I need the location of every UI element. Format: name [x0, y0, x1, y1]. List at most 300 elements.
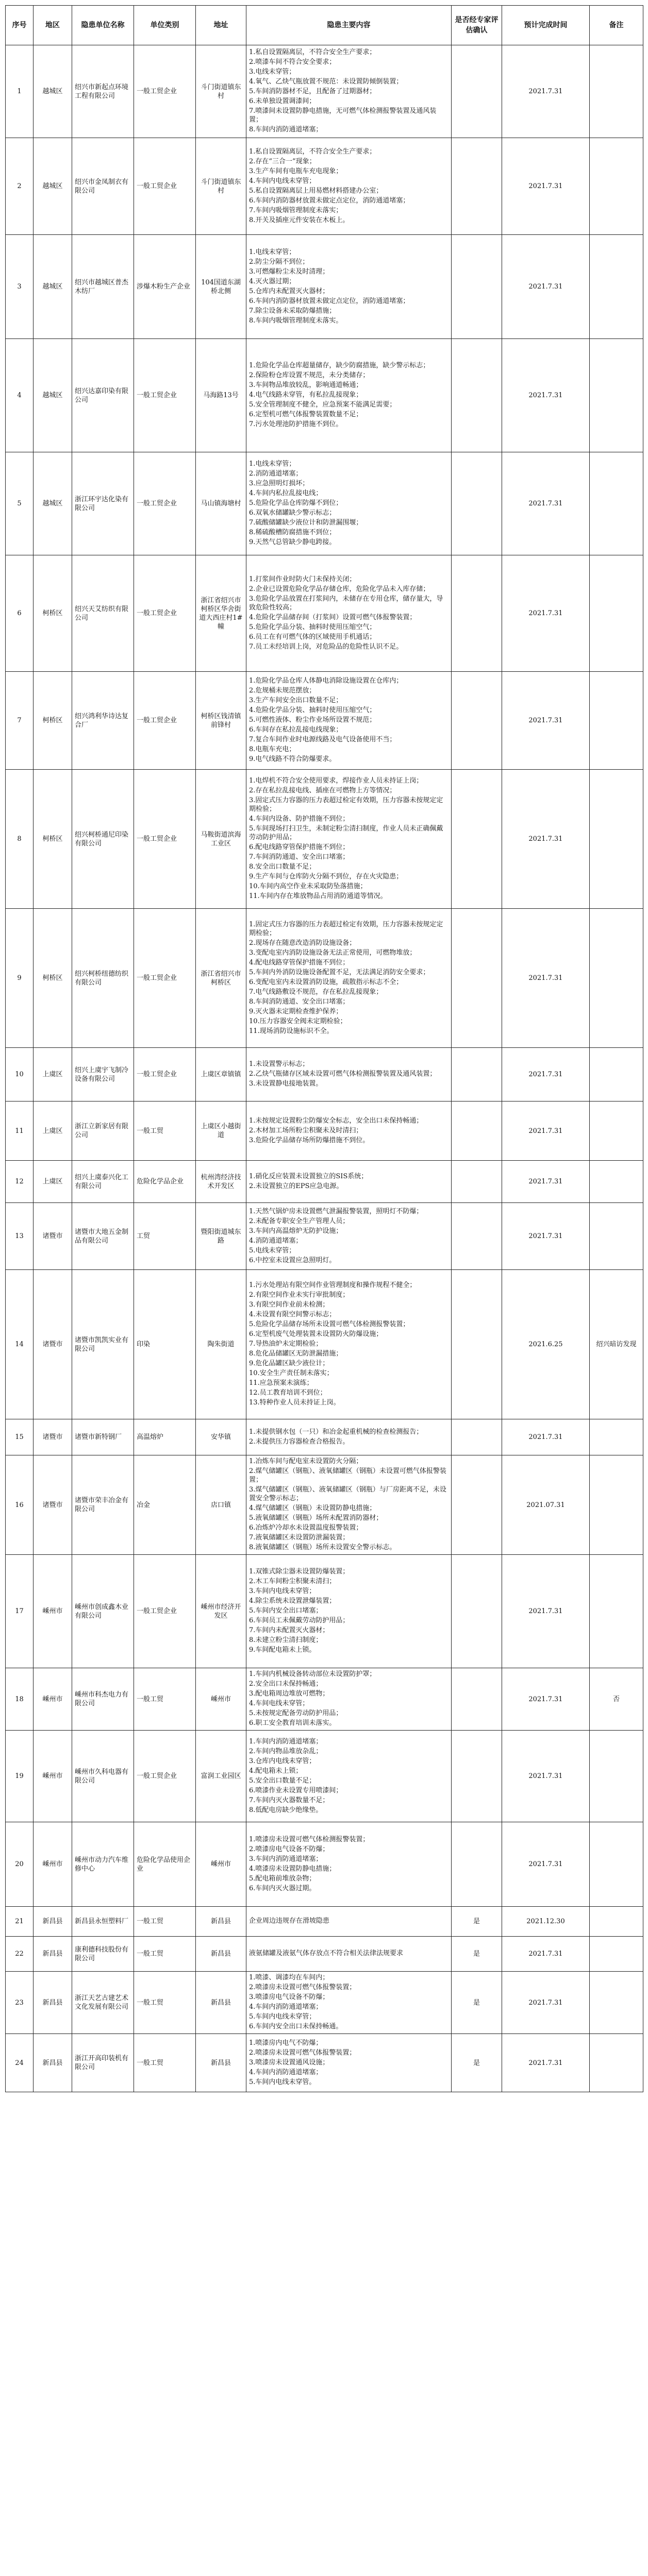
cell-remark: 否 — [590, 1668, 643, 1731]
cell-completion: 2021.7.31 — [502, 1937, 590, 1972]
col-header-completion: 预计完成时间 — [502, 6, 590, 45]
cell-completion: 2021.7.31 — [502, 555, 590, 672]
cell-issues — [246, 1270, 452, 1419]
issue-item: 2.未提供压力容器检查合格报告。 — [249, 1437, 350, 1446]
issue-item: 4.煤气储罐区（钢瓶）未设置防静电措施； — [249, 1504, 376, 1512]
issue-item: 9.天然气总管缺少静电跨接。 — [249, 538, 336, 546]
cell-completion: 2021.7.31 — [502, 452, 590, 555]
issue-item: 5.危险化学品仓库防爆不到位； — [249, 499, 343, 507]
issue-item: 8.车间消防通道、安全出口堵塞； — [249, 997, 350, 1006]
issue-item: 1.污水处理站有限空间作业管理制度和操作规程不健全； — [249, 1281, 417, 1289]
issue-item: 7.车间消防通道、安全出口堵塞； — [249, 853, 350, 861]
cell-completion: 2021.7.31 — [502, 138, 590, 235]
cell-issues — [246, 1455, 452, 1555]
cell-remark — [590, 1203, 643, 1270]
cell-no: 19 — [6, 1731, 34, 1822]
issue-item: 8.安全出口数量不足； — [249, 863, 316, 871]
cell-expert — [452, 555, 502, 672]
cell-unit: 绍兴上虞泰兴化工有限公司 — [72, 1161, 134, 1203]
issue-item: 1.天然气锅炉房未设置燃气泄漏报警装置，照明灯不防爆； — [249, 1207, 423, 1215]
cell-category: 一般工贸 — [134, 1668, 196, 1731]
cell-completion: 2021.7.31 — [502, 672, 590, 770]
cell-completion: 2021.7.31 — [502, 909, 590, 1048]
cell-region: 新昌县 — [34, 1972, 72, 2034]
issue-item: 2.未设置独立的EPS应急电源。 — [249, 1182, 343, 1190]
issue-item: 7.液氧储罐区未设置防泄漏装置； — [249, 1534, 350, 1541]
issue-item: 3.煤气储罐区（钢瓶）、液氧储罐区（钢瓶）与厂房距离不足，未设置安全警示标志； — [249, 1486, 446, 1502]
issue-item: 6.员工在有可燃气体的区域使用手机通话； — [249, 633, 376, 641]
table-row — [6, 45, 643, 138]
issue-item: 6.车间内灭火器过期。 — [249, 1884, 316, 1892]
issue-item: 1.私自设置隔离层，不符合安全生产要求； — [249, 48, 376, 56]
cell-expert — [452, 770, 502, 909]
cell-category: 危险化学品企业 — [134, 1161, 196, 1203]
issue-item: 5.车间内外消防设施设备配置不足，无法满足消防安全要求； — [249, 968, 430, 976]
cell-region: 柯桥区 — [34, 555, 72, 672]
cell-issues — [246, 555, 452, 672]
issue-item: 7.污水处理池防护措施不到位。 — [249, 420, 343, 428]
issue-item: 2.现场存在随意改造消防设施设备； — [249, 939, 356, 947]
issue-item: 8.开关及插座元件安装在木板上。 — [249, 216, 350, 224]
cell-issues — [246, 138, 452, 235]
cell-region: 上虞区 — [34, 1161, 72, 1203]
cell-no: 4 — [6, 339, 34, 452]
cell-address: 马山镇海塘村 — [196, 452, 246, 555]
col-header-address: 地址 — [196, 6, 246, 45]
table-row — [6, 452, 643, 555]
cell-address: 柯桥区钱清镇前锋村 — [196, 672, 246, 770]
col-header-no: 序号 — [6, 6, 34, 45]
cell-region: 越城区 — [34, 339, 72, 452]
issue-item: 8.危化品储罐区无防泄漏措施； — [249, 1350, 343, 1358]
issue-item: 6.双氧水储罐缺少警示标志； — [249, 509, 336, 517]
cell-no: 18 — [6, 1668, 34, 1731]
cell-category: 一般工贸企业 — [134, 909, 196, 1048]
issue-item: 4.除尘系统未设置泄爆装置； — [249, 1597, 336, 1605]
issue-item: 3.车间内消防通道堵塞； — [249, 1855, 323, 1863]
cell-remark: 绍兴暗访发现 — [590, 1270, 643, 1419]
cell-completion: 2021.6.25 — [502, 1270, 590, 1419]
cell-no: 20 — [6, 1822, 34, 1907]
cell-expert — [452, 1101, 502, 1161]
cell-no: 14 — [6, 1270, 34, 1419]
issue-item: 4.危险化学品储存间（打浆间）设置可燃气体报警装置； — [249, 613, 417, 621]
cell-category: 一般工贸企业 — [134, 339, 196, 452]
issue-item: 5.安全出口数量不足； — [249, 1776, 316, 1785]
table-row — [6, 1455, 643, 1555]
table-row — [6, 1161, 643, 1203]
cell-remark — [590, 1161, 643, 1203]
issue-item: 2.喷漆车间不符合安全要求； — [249, 58, 336, 66]
cell-unit: 浙江环宇达化染有限公司 — [72, 452, 134, 555]
issue-item: 6.中控室未设置应急照明灯。 — [249, 1256, 336, 1264]
issue-item: 5.私自设置隔离层上用易燃材料搭建办公室； — [249, 187, 383, 195]
cell-remark — [590, 452, 643, 555]
issue-item: 13.特种作业人员未持证上岗。 — [249, 1399, 340, 1406]
issue-item: 4.电气线路未穿管，有私拉乱接现象； — [249, 391, 363, 399]
cell-no: 9 — [6, 909, 34, 1048]
issue-item: 10.车间内高空作业未采取防坠落措施； — [249, 883, 367, 890]
cell-address: 安华镇 — [196, 1419, 246, 1455]
issue-item: 12.员工教育培训不到位； — [249, 1389, 327, 1397]
issue-item: 3.电线未穿管； — [249, 68, 296, 76]
cell-address: 杭州湾经济技术开发区 — [196, 1161, 246, 1203]
issue-item: 2.有限空间作业未实行审批制度； — [249, 1291, 350, 1299]
issue-item: 2.乙炔气瓶储存区域未设置可燃气体检测报警装置及通风装置； — [249, 1070, 437, 1078]
col-header-region: 地区 — [34, 6, 72, 45]
issue-item: 1.车间内消防通道堵塞； — [249, 1737, 323, 1745]
table-row — [6, 1048, 643, 1101]
cell-category: 一般工贸 — [134, 1907, 196, 1937]
cell-no: 11 — [6, 1101, 34, 1161]
cell-no: 5 — [6, 452, 34, 555]
cell-address: 马海路13号 — [196, 339, 246, 452]
issue-item: 7.复合车间作业时电源线路及电气设备使用不当； — [249, 736, 396, 743]
cell-category: 一般工贸企业 — [134, 1555, 196, 1668]
cell-issues — [246, 2034, 452, 2092]
cell-expert — [452, 1731, 502, 1822]
cell-no: 15 — [6, 1419, 34, 1455]
issue-item: 2.喷漆房未设置可燃气体报警装置； — [249, 2048, 356, 2057]
cell-unit: 康利德科技股份有限公司 — [72, 1937, 134, 1972]
issue-item: 8.电瓶车充电； — [249, 745, 296, 753]
cell-expert — [452, 672, 502, 770]
cell-expert — [452, 1161, 502, 1203]
cell-completion: 2021.7.31 — [502, 770, 590, 909]
issue-item: 11.应急预案未演练； — [249, 1379, 313, 1387]
cell-region: 上虞区 — [34, 1048, 72, 1101]
cell-expert — [452, 339, 502, 452]
table-row — [6, 1937, 643, 1972]
cell-expert — [452, 138, 502, 235]
cell-region: 诸暨市 — [34, 1455, 72, 1555]
issue-item: 8.未建立粉尘清扫制度； — [249, 1636, 323, 1644]
cell-completion: 2021.7.31 — [502, 1203, 590, 1270]
cell-issues — [246, 909, 452, 1048]
table-row — [6, 1555, 643, 1668]
cell-issues — [246, 672, 452, 770]
cell-category: 一般工贸 — [134, 1937, 196, 1972]
issue-item: 6.车间内消防器材放置未做定点定位，消防通道堵塞； — [249, 297, 410, 305]
cell-category: 危险化学品使用企业 — [134, 1822, 196, 1907]
cell-address: 上虞区小越街道 — [196, 1101, 246, 1161]
issue-item: 6.车间内安全出口未保持畅通。 — [249, 2023, 343, 2030]
issue-item: 2.企业已设置危险化学品存储仓库，危险化学品未入库存储； — [249, 585, 430, 593]
issue-item: 5.液氧储罐区（钢瓶）场所未配置消防器材； — [249, 1514, 383, 1522]
issue-item: 2.木材加工场所粉尘积聚未及时清扫； — [249, 1126, 363, 1134]
issue-item: 1.危险化学品仓库超量储存，缺少防腐措施，缺少警示标志； — [249, 362, 430, 369]
cell-address: 新昌县 — [196, 1937, 246, 1972]
issue-item: 4.车间电线未穿管； — [249, 1700, 309, 1707]
cell-address: 嵊州市 — [196, 1822, 246, 1907]
cell-completion: 2021.7.31 — [502, 1419, 590, 1455]
cell-region: 新昌县 — [34, 1907, 72, 1937]
issue-item: 3.有限空间作业前未检测； — [249, 1301, 329, 1309]
cell-unit: 绍兴天艾纺织有限公司 — [72, 555, 134, 672]
issue-item: 1.喷漆房未设置可燃气体检测报警装置； — [249, 1835, 370, 1843]
cell-no: 21 — [6, 1907, 34, 1937]
issue-item: 2.防尘分隔不到位； — [249, 258, 309, 266]
issue-item: 9.灭火器未定期检查维护保养； — [249, 1007, 343, 1015]
issue-item: 3.配电箱周边堆放可燃物； — [249, 1690, 329, 1698]
table-row — [6, 2034, 643, 2092]
cell-category: 一般工贸企业 — [134, 770, 196, 909]
issue-item: 7.员工未经培训上岗，对危险品的危险性认识不足。 — [249, 642, 403, 651]
cell-completion: 2021.7.31 — [502, 1972, 590, 2034]
issue-item: 1.电焊机不符合安全使用要求，焊接作业人员未持证上岗； — [249, 777, 423, 785]
cell-unit: 绍兴市金凤制衣有限公司 — [72, 138, 134, 235]
cell-remark — [590, 1555, 643, 1668]
cell-remark — [590, 555, 643, 672]
issue-item: 7.喷漆间未设置防静电措施，无可燃气体检测报警装置及通风装置； — [249, 107, 437, 124]
issue-item: 3.生产车间安全出口数量不足； — [249, 697, 343, 704]
cell-remark — [590, 909, 643, 1048]
cell-address: 富润工业园区 — [196, 1731, 246, 1822]
cell-address: 马鞍街道滨海工业区 — [196, 770, 246, 909]
cell-address: 嵊州市 — [196, 1668, 246, 1731]
cell-remark — [590, 138, 643, 235]
issue-item: 5.车间内电线未穿管； — [249, 2013, 316, 2021]
cell-address: 斗门街道镇东村 — [196, 45, 246, 138]
cell-unit: 嵊州市动力汽车维修中心 — [72, 1822, 134, 1907]
issue-item: 6.定型机可燃气体报警装置数量不足； — [249, 411, 363, 418]
cell-category: 一般工贸 — [134, 1101, 196, 1161]
issue-item: 1.电线未穿管； — [249, 460, 296, 468]
issue-item: 7.车间内吸烟管理制度未落实； — [249, 206, 343, 214]
cell-issues — [246, 770, 452, 909]
issue-item: 6.喷漆作业未设置专用喷漆间； — [249, 1786, 343, 1794]
cell-address: 陶朱街道 — [196, 1270, 246, 1419]
cell-region: 柯桥区 — [34, 672, 72, 770]
cell-issues — [246, 1101, 452, 1161]
cell-remark — [590, 45, 643, 138]
issue-item: 1.硝化反应装置未设置独立的SIS系统； — [249, 1172, 368, 1180]
cell-issues — [246, 1731, 452, 1822]
issue-item: 2.喷漆房未设置可燃气体报警装置； — [249, 1984, 356, 1991]
cell-address: 新昌县 — [196, 1907, 246, 1937]
cell-unit: 嵊州市创成鑫木业有限公司 — [72, 1555, 134, 1668]
issue-item: 5.安全管理制度不健全，应急预案不能满足需要； — [249, 401, 396, 409]
table-row — [6, 770, 643, 909]
cell-remark — [590, 339, 643, 452]
issue-item: 2.车间内物品堆放杂乱； — [249, 1747, 323, 1755]
cell-completion: 2021.12.30 — [502, 1907, 590, 1937]
issue-item: 9.危化品罐区缺少液位计； — [249, 1360, 329, 1367]
issue-item: 4.消防通道堵塞； — [249, 1236, 303, 1245]
cell-unit: 绍兴市越城区普杰木纺厂 — [72, 235, 134, 339]
cell-category: 一般工贸企业 — [134, 1731, 196, 1822]
issue-item: 1.危险化学品仓库人体静电消除设施设置在仓库内； — [249, 677, 403, 685]
cell-address: 新昌县 — [196, 2034, 246, 2092]
issue-item: 1.冶炼车间与配电室未设置防火分隔； — [249, 1458, 363, 1465]
issue-item: 2.未配备专职安全生产管理人员； — [249, 1217, 350, 1225]
issue-item: 3.应急照明灯损坏； — [249, 480, 309, 487]
cell-no: 16 — [6, 1455, 34, 1555]
issue-item: 1.双锥式除尘器未设置防爆装置； — [249, 1568, 350, 1575]
cell-region: 越城区 — [34, 45, 72, 138]
cell-remark — [590, 1822, 643, 1907]
issue-item: 1.打浆间作业时防火门未保持关闭； — [249, 575, 356, 583]
cell-region: 诸暨市 — [34, 1203, 72, 1270]
cell-category: 一般工贸 — [134, 2034, 196, 2092]
cell-no: 13 — [6, 1203, 34, 1270]
issue-item: 11.车间内存在堆放物品占用消防通道等情况。 — [249, 892, 387, 900]
issue-item: 1.私自设置隔离层，不符合安全生产要求； — [249, 147, 376, 156]
issue-item: 7.车间内灭火器数量不足； — [249, 1796, 329, 1804]
cell-category: 一般工贸企业 — [134, 1048, 196, 1101]
table-row — [6, 555, 643, 672]
cell-expert: 是 — [452, 1937, 502, 1972]
cell-region: 上虞区 — [34, 1101, 72, 1161]
cell-category: 一般工贸企业 — [134, 45, 196, 138]
cell-issues — [246, 1203, 452, 1270]
issue-item: 3.危险化学品储存场所防爆措施不到位。 — [249, 1136, 370, 1144]
cell-remark — [590, 1455, 643, 1555]
issue-item: 4.配电箱未上锁； — [249, 1767, 303, 1775]
cell-completion: 2021.7.31 — [502, 1161, 590, 1203]
cell-unit: 绍兴达嘉印染有限公司 — [72, 339, 134, 452]
cell-issues — [246, 1907, 452, 1937]
cell-issues — [246, 339, 452, 452]
cell-category: 印染 — [134, 1270, 196, 1419]
cell-no: 3 — [6, 235, 34, 339]
issue-item: 4.灭火器过期； — [249, 277, 296, 285]
table-row — [6, 672, 643, 770]
cell-completion: 2021.7.31 — [502, 45, 590, 138]
issue-item: 4.配电线路穿管保护措施不到位； — [249, 958, 350, 967]
cell-issues — [246, 1822, 452, 1907]
table-row — [6, 1101, 643, 1161]
issue-item: 9.车间配电箱未上锁。 — [249, 1646, 316, 1654]
issue-item: 2.存在私拉乱接电线、插座在可燃物上方等情况； — [249, 787, 396, 794]
cell-region: 越城区 — [34, 452, 72, 555]
cell-issues — [246, 1555, 452, 1668]
cell-no: 22 — [6, 1937, 34, 1972]
issue-item: 9.生产车间与仓库防火分隔不到位，存在火灾隐患； — [249, 873, 403, 880]
cell-category: 一般工贸企业 — [134, 138, 196, 235]
cell-address: 新昌县 — [196, 1972, 246, 2034]
cell-region: 柯桥区 — [34, 770, 72, 909]
cell-no: 10 — [6, 1048, 34, 1101]
cell-issues — [246, 235, 452, 339]
cell-issues — [246, 452, 452, 555]
cell-remark — [590, 235, 643, 339]
issue-item: 3.喷漆房电气设备不防爆； — [249, 1993, 329, 2001]
issue-item: 6.冶炼炉冷却水未设置温度报警装置； — [249, 1524, 363, 1532]
issue-item: 5.电线未穿管； — [249, 1246, 296, 1255]
cell-expert — [452, 1270, 502, 1419]
cell-unit: 新昌县永恒塑料厂 — [72, 1907, 134, 1937]
issue-item: 3.车间内电线未穿管； — [249, 1587, 316, 1595]
table-row — [6, 1668, 643, 1731]
cell-unit: 浙江天艺古建艺术文化发展有限公司 — [72, 1972, 134, 2034]
table-row — [6, 1972, 643, 2034]
cell-issues — [246, 1048, 452, 1101]
issue-item: 8.稀硫酸槽防腐措施不到位； — [249, 529, 336, 536]
cell-region: 嵊州市 — [34, 1555, 72, 1668]
cell-no: 1 — [6, 45, 34, 138]
cell-completion: 2021.07.31 — [502, 1455, 590, 1555]
issue-item: 2.喷漆房电气设备不防爆； — [249, 1845, 329, 1853]
cell-unit: 绍兴鸿利华诗达复合厂 — [72, 672, 134, 770]
cell-address: 斗门街道镇东村 — [196, 138, 246, 235]
issue-item: 5.未按规定配备劳动防护用品； — [249, 1709, 343, 1717]
cell-no: 23 — [6, 1972, 34, 2034]
issue-item: 4.车间内设备、防护措施不到位； — [249, 815, 350, 823]
issue-item: 5.配电箱前堆放杂物； — [249, 1874, 316, 1883]
issue-item: 4.车间内消防通道堵塞； — [249, 2068, 323, 2076]
cell-unit: 诸暨市新特钢厂 — [72, 1419, 134, 1455]
cell-remark — [590, 1937, 643, 1972]
header-row — [6, 6, 643, 45]
issue-item: 9.电气线路不符合防爆要求。 — [249, 755, 336, 763]
issue-item: 3.变配电室内消防设施设备无法正常使用，可燃物堆放； — [249, 948, 417, 957]
cell-issues — [246, 1972, 452, 2034]
cell-no: 8 — [6, 770, 34, 909]
table-row — [6, 138, 643, 235]
cell-region: 新昌县 — [34, 1937, 72, 1972]
cell-category: 一般工贸 — [134, 1972, 196, 2034]
cell-no: 6 — [6, 555, 34, 672]
cell-unit: 诸暨市荣丰冶金有限公司 — [72, 1455, 134, 1555]
cell-completion: 2021.7.31 — [502, 2034, 590, 2092]
table-row — [6, 1203, 643, 1270]
cell-region: 诸暨市 — [34, 1270, 72, 1419]
issue-item: 3.未设置静电接地装置。 — [249, 1080, 323, 1088]
cell-completion: 2021.7.31 — [502, 235, 590, 339]
issue-item: 10.压力容器安全阀未定期检验； — [249, 1017, 347, 1025]
cell-expert — [452, 45, 502, 138]
issue-item: 6.定型机废气处理装置未设置防火防爆设施； — [249, 1330, 383, 1338]
cell-unit: 浙江立新家居有限公司 — [72, 1101, 134, 1161]
cell-expert — [452, 1048, 502, 1101]
issue-item: 8.车间内吸烟管理制度未落实。 — [249, 316, 343, 325]
issue-item: 4.氧气、乙炔气瓶放置不规范：未设置防倾倒装置； — [249, 78, 403, 86]
issue-item: 5.车间现场打扫卫生，未制定粉尘清扫制度，作业人员未正确佩戴劳动防护用品； — [249, 825, 443, 841]
issue-item: 1.固定式压力容器的压力表超过检定有效期，压力容器未按规定定期检验； — [249, 920, 443, 937]
cell-unit: 诸暨市大地五金制品有限公司 — [72, 1203, 134, 1270]
issue-item: 5.车间内电线未穿管。 — [249, 2078, 316, 2086]
table-row — [6, 1822, 643, 1907]
cell-expert — [452, 1455, 502, 1555]
cell-remark — [590, 2034, 643, 2092]
cell-completion: 2021.7.31 — [502, 1555, 590, 1668]
issue-item: 4.喷漆房未设置防静电措施； — [249, 1865, 336, 1873]
cell-address: 嵊州市经济开发区 — [196, 1555, 246, 1668]
issue-item: 4.未设置有限空间警示标志； — [249, 1311, 336, 1318]
issue-item: 1.车间内机械设备转动部位未设置防护罩； — [249, 1670, 376, 1678]
issue-item: 6.变配电室内未设置消防设施，疏散指示标志不全； — [249, 978, 403, 986]
issue-item: 6.未单独设置调漆间； — [249, 97, 316, 105]
issue-item: 1.未按规定设置粉尘防爆安全标志，安全出口未保持畅通； — [249, 1116, 423, 1125]
cell-region: 柯桥区 — [34, 909, 72, 1048]
issue-item: 7.除尘设备未采取防爆措施； — [249, 307, 336, 315]
cell-remark — [590, 1972, 643, 2034]
cell-completion: 2021.7.31 — [502, 339, 590, 452]
table-row — [6, 1270, 643, 1419]
issue-item: 4.危险化学品分装、抽料时使用压缩空气； — [249, 706, 376, 714]
cell-address: 店口镇 — [196, 1455, 246, 1555]
cell-no: 12 — [6, 1161, 34, 1203]
cell-region: 越城区 — [34, 138, 72, 235]
issue-item: 1.喷漆房内电气不防爆； — [249, 2039, 323, 2047]
cell-remark — [590, 1419, 643, 1455]
cell-remark — [590, 1907, 643, 1937]
cell-issues — [246, 1668, 452, 1731]
cell-address: 暨阳街道城东路 — [196, 1203, 246, 1270]
issue-item: 7.硫酸储罐缺少液位计和防泄漏围堰； — [249, 519, 363, 527]
issue-item: 3.车间物品堆放较乱，影响通道畅通； — [249, 381, 363, 389]
